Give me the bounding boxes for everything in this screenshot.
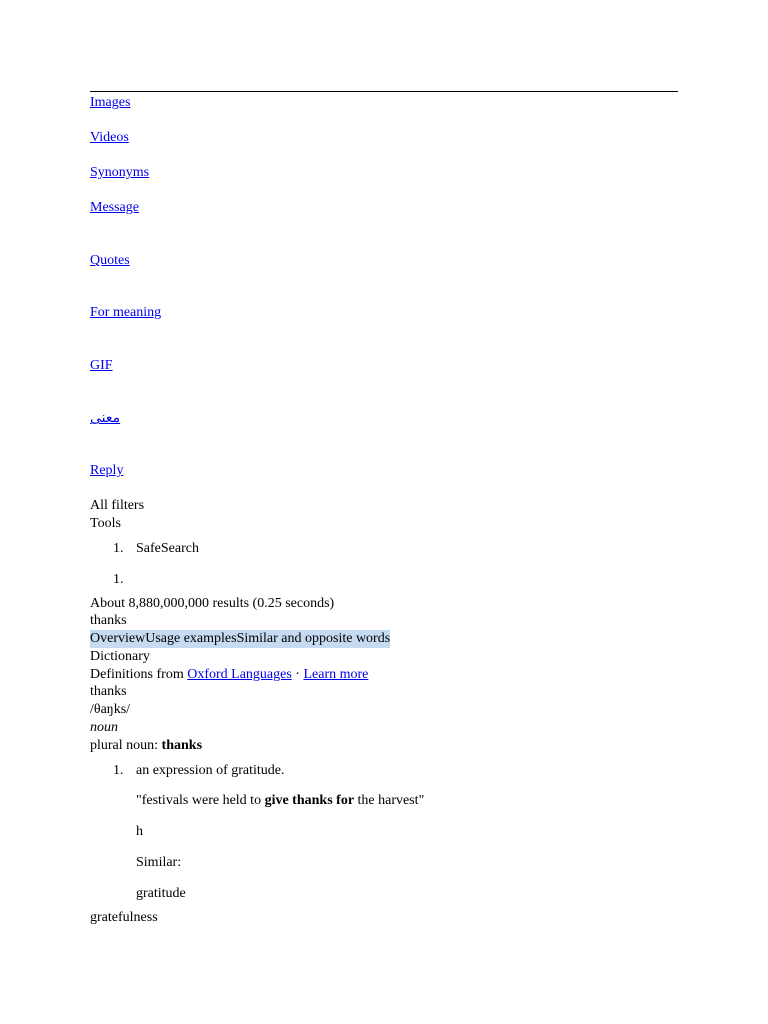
dictionary-heading: Dictionary (90, 649, 150, 664)
nav-link-videos[interactable]: Videos (90, 130, 129, 145)
headword: thanks (90, 684, 127, 699)
nav-link-synonyms[interactable]: Synonyms (90, 165, 150, 180)
oxford-languages-link[interactable]: Oxford Languages (187, 667, 292, 682)
nav-link-message[interactable]: Message (90, 200, 139, 215)
similar-label: Similar: (136, 855, 182, 870)
phonetic: /θaŋks/ (90, 702, 131, 717)
definition-text: an expression of gratitude. (136, 763, 285, 778)
definitions-from-label: Definitions from (90, 667, 188, 682)
all-filters-button[interactable]: All filters (90, 498, 145, 513)
nav-link-quotes[interactable]: Quotes (90, 253, 130, 268)
nav-link-gif[interactable]: GIF (90, 358, 113, 373)
example-open: "festivals were held to (136, 793, 265, 808)
tools-button[interactable]: Tools (90, 516, 121, 531)
query-term: thanks (90, 613, 127, 628)
tab-similar-opposite[interactable]: Similar and opposite words (236, 631, 391, 646)
learn-more-link[interactable]: Learn more (303, 667, 369, 682)
example-bold: give thanks for (264, 793, 355, 808)
plural-label: plural noun: (90, 738, 162, 753)
nav-link-reply[interactable]: Reply (90, 463, 124, 478)
stray-character: h (136, 824, 143, 839)
safesearch-button[interactable]: SafeSearch (136, 541, 199, 556)
example-sentence (136, 792, 424, 810)
plural-word: thanks (161, 738, 203, 753)
similar-word-gratefulness[interactable]: gratefulness (90, 910, 158, 925)
nav-link-images[interactable]: Images (90, 95, 131, 110)
similar-word-gratitude[interactable]: gratitude (136, 886, 186, 901)
plural-line (90, 737, 202, 755)
nav-link-for-meaning[interactable]: For meaning (90, 305, 162, 320)
top-divider (90, 91, 678, 92)
nav-link-arabic-meaning[interactable]: معنى (90, 411, 121, 426)
example-close: the harvest" (354, 793, 425, 808)
list-number: 1. (113, 541, 124, 556)
dictionary-tabs (90, 630, 390, 648)
part-of-speech-text: noun (90, 720, 118, 735)
separator-dot: · (291, 667, 304, 682)
sense-number: 1. (113, 763, 124, 778)
list-number: 1. (113, 572, 124, 587)
result-stats: About 8,880,000,000 results (0.25 seconds) (90, 596, 335, 611)
definitions-source-line (90, 666, 368, 684)
tab-overview[interactable]: Overview (90, 631, 146, 646)
tab-usage-examples[interactable]: Usage examples (145, 631, 237, 646)
part-of-speech (90, 719, 118, 737)
